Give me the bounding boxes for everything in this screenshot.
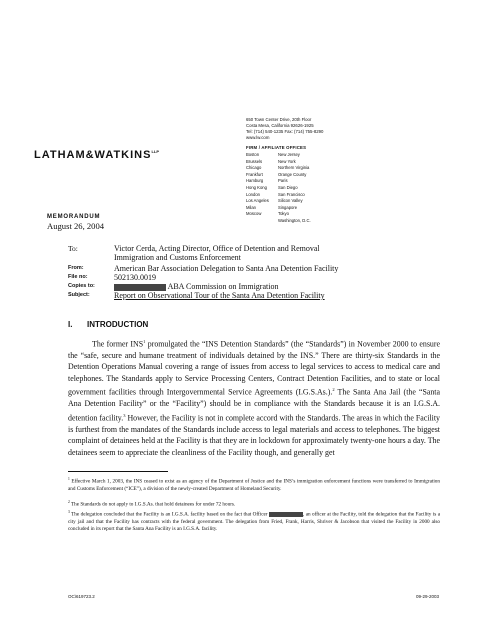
office: Frankfurt — [246, 171, 263, 177]
redaction-block — [114, 284, 166, 291]
office — [246, 218, 278, 225]
office-row — [246, 211, 396, 218]
file-value: 502130.0019 — [114, 273, 156, 282]
body-text: However, the Facility is not in complete accord with the Standards. The areas in which the Facility is furthest from the mandates of the Standards include access to legal materials and access to telephones. The biggest complaint of detainees held at the Facility is that they are in lockdown for approximately twenty-one hours a day. The detainees seem to appreciate the cleanliness of the Facility though, and generally get — [68, 413, 440, 457]
file-label: File no: — [68, 274, 88, 280]
office-row — [246, 172, 396, 179]
office: Boston — [246, 152, 260, 157]
office: San Diego — [278, 184, 298, 190]
office: Tokyo — [278, 211, 289, 217]
office-row — [246, 165, 396, 172]
subject-row — [68, 291, 438, 300]
firm-address — [246, 117, 456, 141]
address-line: 650 Town Center Drive, 20th Floor — [246, 117, 312, 122]
office-row — [246, 152, 396, 159]
address-line: Tel: (714) 540-1235 Fax: (714) 755-8290 — [246, 129, 324, 134]
office: San Francisco — [278, 191, 305, 197]
address-line: www.lw.com — [246, 135, 270, 140]
office-row — [246, 205, 396, 212]
footnote-text: , an officer at the Facility, told the delegation that the Facility is a city jail and that the Facility has contracts with the federal government. The delegation from Fried, Frank, Harris, Shriver & Jacobson that visited the Facility in 2000 also concluded in its report that the Santa Ana Facility is an I.G.S.A. facility. — [68, 511, 441, 532]
body-text: The former INS — [92, 339, 144, 349]
body-text: The Santa Ana Jail (the “Santa Ana Detention Facility” or the “Facility”) should be in compliance with the Standards because it is an I.G.S.A. detention facility. — [68, 387, 440, 423]
to-value-line: Victor Cerda, Acting Director, Office of Detention and Removal — [114, 244, 320, 253]
doc-id: OC\619723.2 — [68, 594, 95, 599]
footnote-1 — [68, 476, 440, 493]
office: Washington, D.C. — [278, 217, 311, 223]
to-label: To: — [68, 244, 78, 253]
office: New York — [278, 158, 296, 164]
footnote-3 — [68, 509, 440, 533]
to-value-line: Immigration and Customs Enforcement — [114, 253, 241, 263]
footer-date: 09-29-2003 — [416, 594, 440, 599]
office: Brussels — [246, 158, 263, 164]
copies-label: Copies to: — [68, 283, 95, 289]
offices-list — [246, 152, 396, 225]
office-row — [246, 198, 396, 205]
office: Paris — [278, 178, 288, 184]
copies-text: ABA Commission on Immigration — [167, 282, 279, 291]
section-title: INTRODUCTION — [87, 320, 149, 329]
office: Orange County — [278, 171, 307, 177]
offices-title: FIRM / AFFILIATE OFFICES — [246, 145, 307, 150]
file-row — [68, 273, 438, 282]
office: Chicago — [246, 165, 262, 171]
office: Los Angeles — [246, 198, 269, 204]
office: Milan — [246, 204, 257, 210]
to-value — [114, 244, 438, 263]
office: Silicon Valley — [278, 198, 303, 204]
office-row — [246, 218, 396, 225]
logo-mark: LLP — [151, 149, 160, 154]
office-row — [246, 159, 396, 166]
body-paragraph — [68, 336, 440, 458]
footnote-ref: 1 — [143, 339, 146, 344]
office: Hong Kong — [246, 184, 267, 190]
footnote-number: 2 — [68, 500, 70, 504]
footnote-text: Effective March 1, 2003, the INS ceased to exist as an agency of the Department of Justice and the INS’s immigration enforcement functions were transferred to Immigration and Customs Enforcement (“ICE”), a division of the newly-created Department of Homeland Security. — [68, 478, 440, 492]
logo-text: LATHAM&WATKINS — [34, 149, 152, 161]
subject-label: Subject: — [68, 292, 90, 298]
firm-logo — [34, 149, 159, 161]
footnote-number: 3 — [68, 510, 70, 514]
address-line: Costa Mesa, California 92626-1925 — [246, 123, 314, 128]
from-label: From: — [68, 265, 84, 271]
office: London — [246, 191, 260, 197]
body-text: promulgated the “INS Detention Standards” (the “Standards”) in November 2000 to ensure the “safe, secure and humane treatment of individuals detained by the INS.” There are thirty-six Standards in the Detention Operations Manual covering a range of issues from access to legal services to access to medical care and telephones. The Standards apply to Service Processing Centers, Contract Detention Facilities, and to state or local government facilities through Intergovernmental Service Agreements (I.G.S.As.). — [68, 339, 440, 397]
subject-value: Report on Observational Tour of the Santa Ana Detention Facility — [114, 291, 325, 300]
from-value: American Bar Association Delegation to Santa Ana Detention Facility — [114, 264, 339, 273]
memo-label: MEMORANDUM — [47, 214, 101, 220]
copies-row — [68, 282, 438, 291]
footnote-text: The delegation concluded that the Facility is an I.G.S.A. facility based on the fact that Officer — [69, 511, 268, 518]
section-number: I. — [68, 320, 73, 329]
footnote-ref: 3 — [123, 412, 126, 418]
footnote-2 — [68, 499, 440, 509]
office: Northern Virginia — [278, 165, 310, 171]
from-row — [68, 264, 438, 273]
office-row — [246, 178, 396, 185]
office-row — [246, 192, 396, 199]
office: Singapore — [278, 204, 298, 210]
memo-date: August 26, 2004 — [47, 221, 105, 231]
footnote-number: 1 — [68, 477, 70, 481]
footnote-ref: 2 — [332, 387, 335, 393]
office: Moscow — [246, 211, 262, 217]
footnote-text: The Standards do not apply to I.G.S.As. that hold detainees for under 72 hours. — [69, 501, 236, 508]
to-row — [68, 244, 438, 263]
footnote-divider — [68, 471, 168, 472]
copies-value — [114, 282, 438, 291]
redaction-block — [269, 512, 303, 517]
office-row — [246, 185, 396, 192]
office: New Jersey — [278, 152, 300, 157]
office: Hamburg — [246, 178, 264, 184]
section-heading — [68, 320, 148, 329]
